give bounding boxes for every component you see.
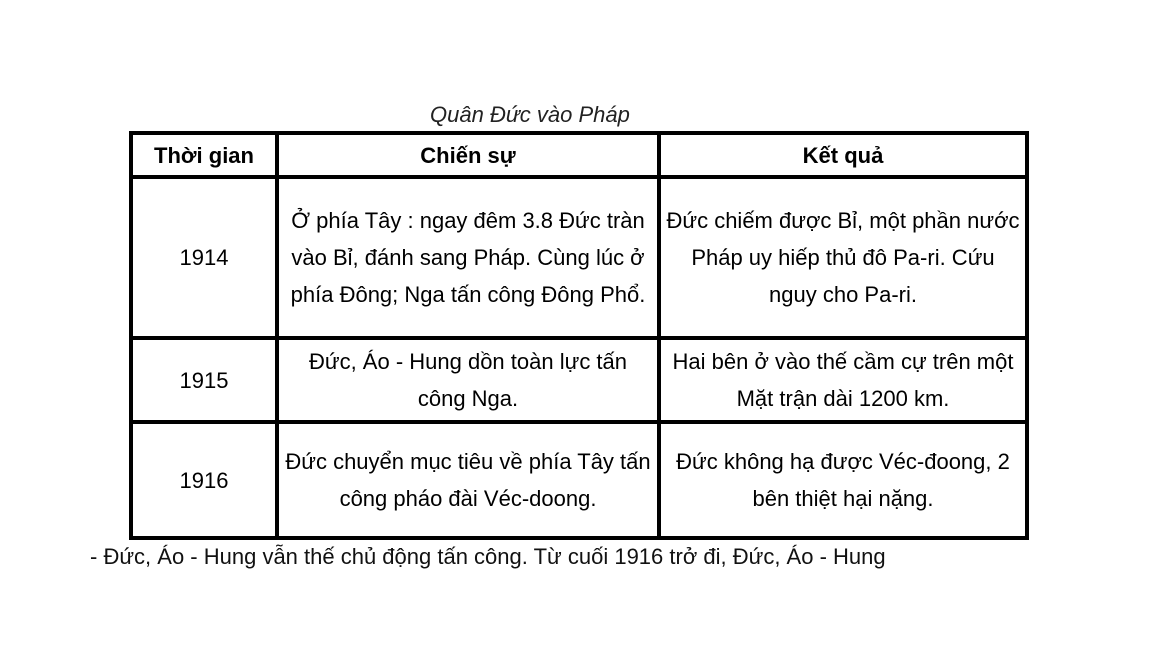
header-event: Chiến sự — [277, 133, 659, 177]
header-result: Kết quả — [659, 133, 1027, 177]
header-time: Thời gian — [131, 133, 277, 177]
table-row — [131, 422, 1027, 538]
cell-time: 1915 — [131, 338, 277, 422]
table-caption — [0, 86, 1083, 126]
table-header-row — [131, 133, 1027, 177]
cell-result: Hai bên ở vào thế cầm cự trên một Mặt trận dài 1200 km. — [659, 338, 1027, 422]
cell-event: Đức chuyển mục tiêu về phía Tây tấn công pháo đài Véc-doong. — [277, 422, 659, 538]
cell-result: Đức không hạ được Véc-đoong, 2 bên thiệt hại nặng. — [659, 422, 1027, 538]
cell-time: 1916 — [131, 422, 277, 538]
table-row — [131, 177, 1027, 338]
table-row — [131, 338, 1027, 422]
cell-time: 1914 — [131, 177, 277, 338]
clipped-paragraph-text: - Đức, Áo - Hung vẫn thế chủ động tấn công. Từ cuối 1916 trở đi, Đức, Áo - Hung — [90, 544, 886, 569]
cell-event: Đức, Áo - Hung dồn toàn lực tấn công Nga. — [277, 338, 659, 422]
clipped-paragraph — [90, 540, 1050, 569]
caption-text: Quân Đức vào Pháp — [430, 102, 630, 127]
cell-event: Ở phía Tây : ngay đêm 3.8 Đức tràn vào Bỉ, đánh sang Pháp. Cùng lúc ở phía Đông; Nga tấn công Đông Phổ. — [277, 177, 659, 338]
cell-result: Đức chiếm được Bỉ, một phần nước Pháp uy hiếp thủ đô Pa-ri. Cứu nguy cho Pa-ri. — [659, 177, 1027, 338]
war-events-table — [129, 131, 1029, 540]
